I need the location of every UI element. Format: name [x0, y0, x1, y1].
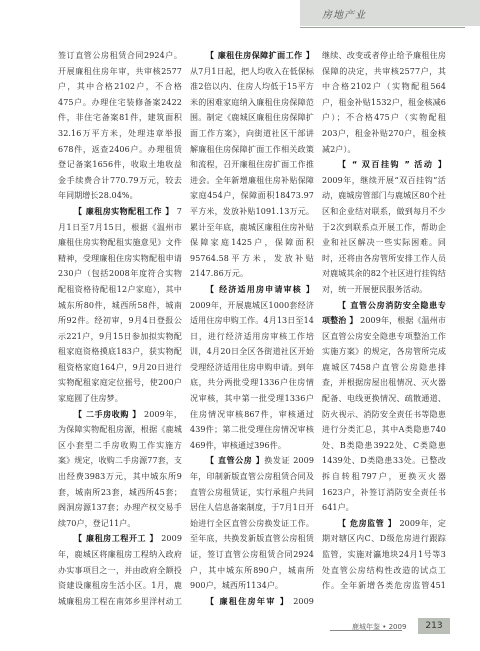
text-column-2	[190, 48, 314, 608]
section-title: 房地产业	[322, 10, 366, 21]
paragraph: 【 经济适用房申请审核 】 2009年，开展鹿城区1000套经济适用住房申购工作。4月13日至14日，进行经济适用房审核工作培训，4月20日全区各街道社区开始受理经济适用住房申购申请。到年底，共分两批受理1336户住房情况审核，其中第一批受理1336户住房情况审核867件，审核通过439件；第二批受理住房情况审核469件，审核通过396件。	[190, 284, 314, 450]
paragraph: 【 廉租房实物配租工作 】 7月1日至7月15日，根据《温州市廉租住房实物配租实施意见》文件精神，受理廉租住房实物配租申请230户（包括2008年度符合实物配租资格待配租12户家庭），其中城东所80件，城西所58件，城南所92件。经初审，9月4日登报公示221户，9月15日参加拟实物配租家庭资格摸底183户，获实物配租资格家庭164户，9月20日进行实物配租家庭定位摇号，使200户家庭圆了住房梦。	[58, 206, 182, 404]
section-heading: 【 危房监管 】	[338, 518, 397, 528]
paragraph: 【 直管公房消防安全隐患专项整治 】 2009年，根据《温州市区直管公房安全隐患专项整治工作实施方案》的规定，各房管所完成鹿城区7458户直管公房隐患排查，并根据房屋出租情况、灭火器配备、电线更换情况、疏散通道、防火视示、消防安全责任书等隐患进行分类汇总，其中A类隐患740处、B类隐患3922处、C类隐患1439处、D类隐患33处。已整改拆自转租797户，更换灭火器1623户，补签订消防安全责任书641户。	[322, 300, 446, 513]
paragraph: 【 廉租住房保障扩面工作 】 从7月1日起，把人均收入在低保标准2倍以内、住房人均低于15平方米的困难家庭纳入廉租住房保障范围。制定《鹿城区廉租住房保障扩面工作方案》，向街道社区干部讲解廉租住房保障扩面工作相关政策和流程，召开廉租住房扩面工作推进会。全年新增廉租住房补贴保障家庭454户，保障面积18473.97平方米，发放补贴1091.13万元。累计至年底，鹿城区廉租住房补贴保障家庭1425户，保障面积95764.58平方米，发放补贴2147.86万元。	[190, 51, 314, 279]
section-heading: 【 直管公房 】	[206, 456, 265, 466]
section-heading: 【 廉租房工程开工 】	[74, 534, 159, 544]
section-heading: 【 经济适用房申请审核 】	[206, 284, 314, 294]
section-heading: 【 廉租住房保障扩面工作 】	[206, 51, 314, 60]
paragraph: 【 二手房收购 】 2009年，为保障实物配租房源，根据《鹿城区小套型二手房收购工作实施方案》规定，收购二手房源77套，支出经费3983万元，其中城东所9套，城南所23套，城西所45套；阁洞房源137套；办理产权交易手续70户，登记11户。	[58, 409, 182, 528]
header-rule	[300, 27, 465, 28]
page-number: 213	[418, 618, 450, 634]
paragraph: 【 直管公房 】换发证 2009年，印制新版直管公房租赁合同及直管公房租赁证，实行承租户共同居住人信息备案制度，于7月1日开始进行全区直管公房换发证工作。至年底，共换发新版直管公房租赁证，签订直管公房租赁合同2924户，其中城东所890户，城南所900户，城西所1134户。	[190, 456, 314, 591]
section-heading: 【 廉租住房年审 】	[206, 596, 290, 606]
paragraph: 【 廉租住房年审 】 2009	[206, 596, 314, 606]
paragraph: 签订直管公房租赁合同2924户。开展廉租住房年审，共审核2577户，其中合格2102户，不合格475户。办理住宅装修备案2422件，非住宅备案81件，建筑面积32.16万平方米，处理违章举报678件，返查2406户。办理租赁登记备案1656件，收取土地收益金手续费合计770.79万元，较去年同期增长28.04%。	[58, 51, 182, 201]
paragraph: 【 “ 双百挂钩 ” 活动 】 2009年，继续开展“双百挂钩”活动，鹿城房管部门与鹿城区80个社区和企业结对联系，做到每月不少于2次到联系点开展工作，帮助企业和社区解决一些实际困难。同时，还将由各房管所安排工作人员对鹿城其余的82个社区进行挂钩结对，统一开展便民服务活动。	[322, 160, 446, 294]
paragraph: 【 廉租房工程开工 】 2009年，鹿城区将廉租房工程纳入政府办实事项目之一，并由政府全额投资建设廉租房生活小区。1月，鹿城廉租房工程在南郊乡里洋村动工	[58, 534, 182, 606]
paragraph: 继续、改变或者停止给予廉租住房保障的决定，共审核2577户，其中合格2102户（实物配租564户，租金补贴1532户，租金核减6户）；不合格475户（实物配租203户，租金补贴270户，租金核减2户）。	[322, 51, 446, 154]
paragraph: 【 危房监管 】 2009年，定期对辖区内C、D级危房进行跟踪监管，实施对瀛地块24月1号等3处直管公房结构性改造的试点工作。全年新增各类危房监管451	[322, 518, 446, 591]
section-heading: 【 廉租房实物配租工作 】	[74, 206, 174, 216]
text-column-1	[58, 48, 182, 608]
text-column-3	[322, 48, 446, 596]
section-heading: 【 直管公房消防安全隐患专项整治 】	[322, 300, 446, 326]
section-heading: 【 二手房收购 】	[74, 409, 141, 419]
journal-name: 鹿城年鉴 • 2009	[352, 623, 407, 631]
section-heading: 【 “ 双百挂钩 ” 活动 】	[338, 160, 446, 170]
